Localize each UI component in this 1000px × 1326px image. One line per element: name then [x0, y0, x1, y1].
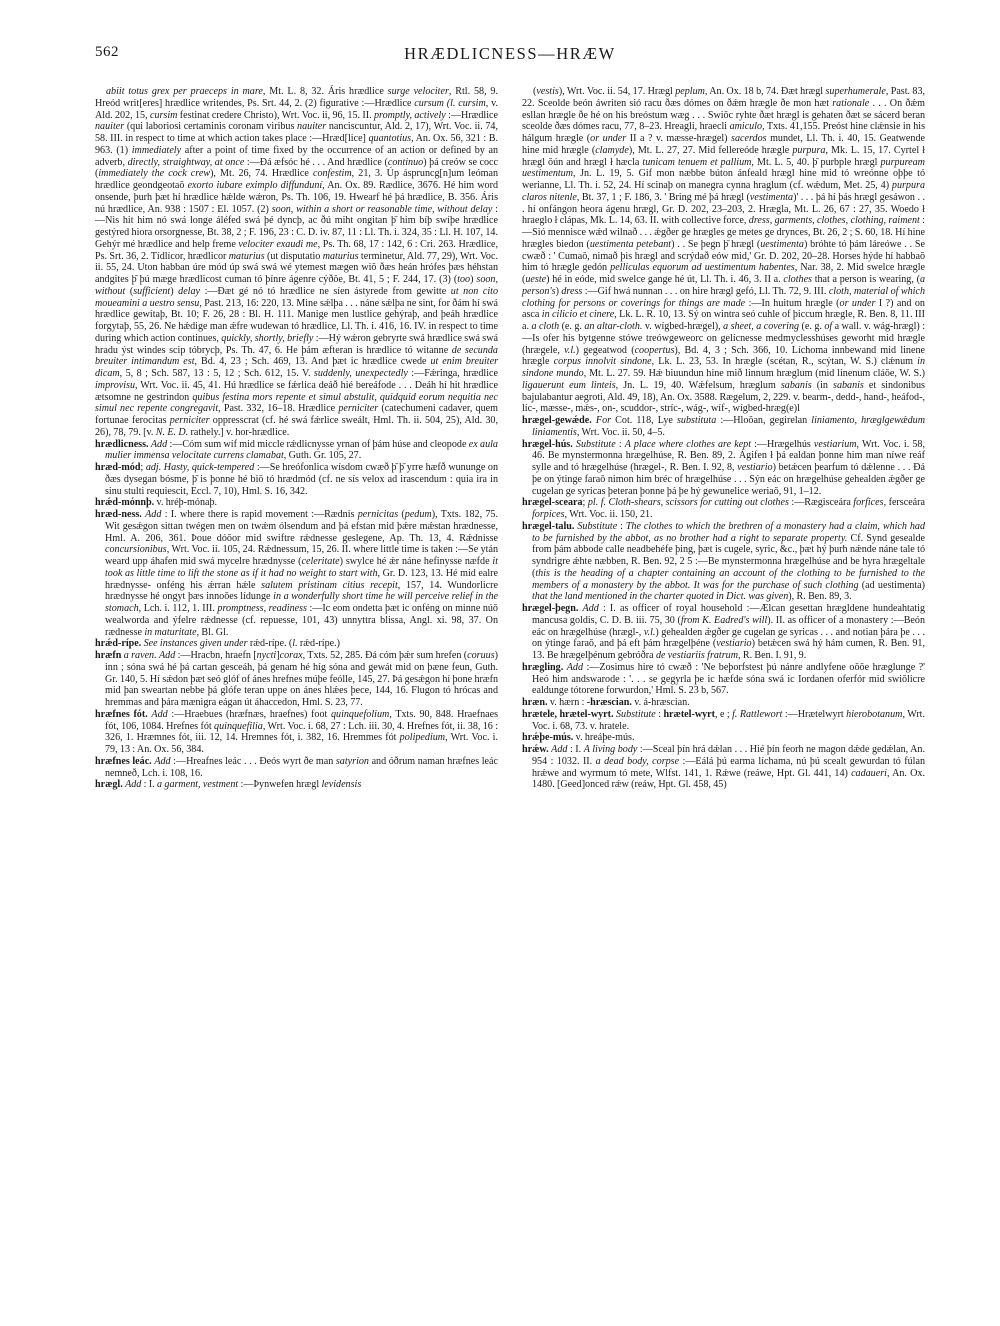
dictionary-entry: (vestis), Wrt. Voc. ii. 54, 17. Hrægl peplum, An. Ox. 18 b, 74. Ðæt hrægl superhumerale, Past. 83, 22. Sceolde beón áwriten sió racu ðæs dómes on ðǽm hrægle ðe mon hæt rationale . . . On ðǽm esllan hrægle ðe hé on his breóstum wæg . . . Swiŏc ryhte ðæt hrægl is gehaten ðæt se sácerd beran sceolde ðæs dómes racu, 77, 8–23. Hreagli, hraecli amiculo, Txts. 41,155. Preóst hine clǽnsie in his hálgum hrægle (or under II a ? v. mæsse-hrægel) sacerdos mundet, Ll. Th. i. 40, 15. Geatwende hine mid hrægle (clamyde), Mt. L. 27, 27. Mid fellereóde hrægle purpura, Mk. L. 15, 17. Cyrtel ł hrægl ŏún and hrægl ł hæcla tunicam tenuem et pallium, Mt. L. 5, 40. þ̄ purbple hrægl purpuream uestimentum, Jn. L. 19, 5. Gif mon næbbe búton ánfeald hrægl hine mid tó wreónne oþþe tó werianne, Ll. Th. i. 52, 24. Hí scinaþ on manegra cynna hraglum (cf. wǽdum, Met. 25, 4) purpura claros nitenle, Bt. 37, 1 ; F. 186, 3. ' Bring mé þá hrægl (vestimenta)' . . . þá hí þás hrægl gesáwon . . . hí onfángon heora ágenu hrægl, Gr. D. 202, 23–203, 2. Hrægla, Mt. L. 26, 67 : 27, 35. Woedo ł hraeglo ł clápas, Mk. L. 14, 63. II. with collective force, dress, garments, clothes, clothing, raiment :—Sió mennisce wǽd wilnað . . . ǽgðer ge hrægles ge metes ge drynces, Bt. 26, 2 ; S. 60, 18. Hí hine hrægles biedon (uestimenta petebant) . . Se þegn þ̄ hrægl (uestimenta) bróhte tó þám láreówe . . Se cwæð : ' Cumaŏ, nimað þis hrægl and scrýdað eów mid,' Gr. D. 202, 20–28. Horses hýde hí habbaŏ him tó hrægle gedón pelliculas equorum ad uestimentum habentes, Nar. 38, 2. Mid swelce hrægle (ueste) hé in eóde, mid swelce gange hé út, Ll. Th. i. 46, 3. II a. clothes that a person is wearing, (a person's) dress :—Gif hwá nunnan . . . on hire hrægl gefó, Ll. Th. 72, 9. III. cloth, material of which clothing for persons or coverings for things are made :—In huitum hrægle (or under I ?) and on asca in cilicio et cinere, Lk. L. R. 10, 13. Sý on wintra seó cuhle of þiccum hrægle, R. Ben. 8, 11. III a. a cloth (e. g. an altar-cloth. v. wígbed-hrægel), a sheet, a covering (e. g. of a wall. v. wág-hrægl) :—Is ofer his bytgenne stówe treówgeweorc on gelícnesse medmyclesshúses geworht mid hrægle (hrægele, v.l.) gegeatwod (coopertus), Bd. 4, 3 ; Sch. 366, 10. Líchoma innbewand mid linene hrægle corpus innolvit sindone, Lk. L. 23, 53. In hrægle (scétan, R., scýtan, W. S.) clǽnum in sindone mundo, Mt. L. 27. 59. Hǽ biuundun hine mið linnum hræglum (mid linenum cláŏe, W. S.) ligauerunt eum linteis, Jn. L. 19, 40. Wǽfelsum, hræglum sabanis (in sabanis et sindonibus bajulabantur aegroti, Ald. 49, 18), An. Ox. 3588. Rægelum, 2, 229. v. bearm-, dedd-, hand-, heáfod-, líc-, mæsse-, mǽs-, on-, scuddor-, stríc-, wág-, wíf-, wígbed-hræg(e)l — [522, 86, 926, 415]
dictionary-entry: hrǽw. Add : I. A living body :—Sceal þín hrá dǽlan . . . Hié þín feorh ne magon dǽde gedǽlan, An. 954 : 1032. II. a dead body, corpse :—Eálá þú earma líchama, nú þú scealt gewurdan tó fúlan hrǽwe and wyrmum tó mete, Wlfst. 141, 1. Rǽwe (reáwe, Hpt. Gl. 441, 14) cadaueri, An. Ox. 1480. [Geed]onced rǽw (reáw, Hpt. Gl. 458, 45) — [522, 744, 925, 791]
running-head: HRÆDLICNESS—HRÆW — [404, 44, 616, 63]
dictionary-entry: hræfn a raven. Add :—Hracbn, hraefn [nycti]corax, Txts. 52, 285. Ðá cóm þǽr sum hrefen (coruus) inn ; sóna swá hé þá cartan gesceáh, þá genam hé híg sóna and gewát mid on þæne feun, Guth. Gr. 140, 5. Hí sǽdon þæt seó glóf of ánes hrefnes múþe feólle, 145, 27. Þá gesǽgon hí þone hræfn mid þan sweartan nebbe þá glófe teran uppe on ánes hlǽes þece, 144, 16. Flugon tó hrócas and hremmas and þára mænigra eágan út áhaccedon, Hml. S. 23, 77. — [95, 650, 498, 708]
dictionary-entry: hræd-mód; adj. Hasty, quick-tempered :—Se hreófonlica wísdom cwæð þ̄ þ̄ yrre hæfð wununge on ðæs dysegan bósme, þ̄ is þonne hé biŏ tó hrædmód (cf. ne sís velox ad irascendum : quia ira in sinu stulti requiescit, Eccl. 7, 10), Hml. S. 16, 342. — [95, 462, 498, 497]
dictionary-entry: hræd-ness. Add : I. where there is rapid movement :—Rædnis pernicitas (pedum), Txts. 182, 75. Wit gesǽgon sittan twégen men on twǽm ólsendum and þá efstan mid þǽre mǽstan hrædnesse, Hml. A. 206, 361. Þoue dóŏor mid swiftre rǽdnesse geslegene, Ap. Th. 13, 4. Rǽdnisse concursionibus, Wrt. Voc. ii. 105, 24. Rǽdnessum, 15, 26. II. where little time is taken :—Se ytán weard upp áhafen mid swá mycelre hrædnysse (celeritate) swylce hé ǽr náne hefinysse næfde it took as little time to lift the stone as if it had no weight to start with, Gr. D. 123, 13. Hé mid ealre hrædnysse- onféng his ǽrran hǽle salutem pristinam citius recepit, 157, 14. Wundorlicre hrædnysse hé ongyt þæs innoŏes lídunge in a wonderfully short time he will perceive relief in the stomach, Lch. i. 112, 1. III. promptness, readiness :—Ic eom ondetta þæt ic onféng on minne núŏ wealworda and ýfelre rǽdnesse (cf. repuesse, 101, 43) unnyttra blissa, Angl. xi. 98, 37. On rædnesse in maturitate, Bl. Gl. — [95, 509, 499, 638]
dictionary-entry: hrǽd-mónnþ. v. hréþ-mónaþ. — [95, 497, 218, 509]
dictionary-entry: hrægel-talu. Substitute : The clothes to which the brethren of a monastery had a claim, which had to be furnished by the abbot, as no brother had a right to separate property. Cf. Synd gesealde from þám abbode calle neadbehéfe þing, þæt is cugele, syric, &c., þæt hý þurh nǽnde náne tale tó syndrigre ǽhte næbben, R. Ben. 92, 2 5 :—Be mynstermonna hrægelhúse and be hyra hrægeltale (this is the heading of a chapter containing an account of the clothing to be furnished to the members of a monastery by the abbot. It was for the purchase of such clothing (ad uestimenta) that the land mentioned in the charter quoted in Dict. was given), R. Ben. 89, 3. — [522, 520, 926, 603]
dictionary-entry: hrægel-gewǽde. For Cot. 118, Lye substituta :—Hloŏan, gegirelan liniamento, hræglgewǽdum liniamentis, Wrt. Voc. ii. 50, 4–5. — [522, 415, 925, 438]
dictionary-entry: hrægl. Add : I. a garment, vestment :—Þynwefen hrægl levidensis — [95, 779, 362, 791]
dictionary-entry: hræfnes fót. Add :—Hraebues (hræfnæs, hraefnes) foot quinquefolium, Txts. 90, 848. Hraefnaes fót, 106, 1084. Hrefnes fót quinquefilia, Wrt. Voc. i. 68, 27 : Lch. iii. 30, 4. Hrefnes fót, ii. 38, 16 : 326, 1. Hræmnes fót, iii. 12, 14. Hremnes fót, i. 382, 16. Hremmes fót polipedium, Wrt. Voc. i. 79, 13 : An. Ox. 56, 384. — [95, 708, 499, 755]
dictionary-entry: hrægel-þegn. Add : I. as officer of royal household :—Ælcan gesettan hrægldene hundeahtatig mancusa goldis, C. D. B. iii. 75, 30 (from K. Eadred's will). II. as officer of a monastery :—Beón eác on hrægelhúse (hrægl-, v.l.) gehealden ǽgðer ge cugelan ge syricas . . . and notian þára þe . . . on ýtinge faraŏ, and þá eft þám hrægelþéne (vestiario) betǽcen swá hý hám cumen, R. Ben. 91, 13. Be hrægelþénum gebróðra de vestiariis fratrum, R. Ben. I. 91, 9. — [522, 603, 926, 661]
text-columns — [95, 86, 925, 791]
dictionary-entry: hrægel-hús. Substitute : A place where clothes are kept :—Hrægelhús vestiarium, Wrt. Voc. i. 58, 46. Be mynstermonna hrægelhúse, R. Ben. 89, 2. Ágifen ł þá ealdan þonne him man níwe reáf sylle and tó hrægelhúse (hrægel-, R. Ben. I. 92, 8, vestiario) betǽcen þearfum tó dǽlenne . . . Ðá þe on ýtinge faraŏ nimon him bréc of hrægelhúse . . . Sýn eác on hrægelhúse gehealden ǽgðer ge cugelan ge syricas þeteran þonne þá þe hý gewunelice weriaŏ, 91, 1–12. — [522, 438, 925, 497]
dictionary-entry: hrǽd-rípe. See instances given under rǽd-rípe. (l. rǽd-rípe.) — [95, 638, 341, 650]
dictionary-entry: hrǽþe-mús. v. hreáþe-mús. — [522, 732, 635, 744]
dictionary-entry: hræn. v. hærn : -hræscian. v. á-hræscian. — [522, 697, 690, 708]
folio-number: 562 — [95, 44, 119, 60]
dictionary-entry: abiit totus grex per praeceps in mare, Mt. L. 8, 32. Áris hrædlice surge velociter, Rtl. 58, 9. Hreód writ[eres] hrædlice writendes, Ps. Srt. 44, 2. (2) figurative :—Hrædlice cursum (l. cursim, v. Ald. 202, 15, cursim festinat credere Christo), Wrt. Voc. ii, 96, 15. II. promptly, actively :—Hrædlice nauiter (qui laboriosi certaminis coronam viribus nauiter nanciscuntur, Ald. 2, 17), Wrt. Voc. ii. 74, 58. III. in respect to time at which action takes place :—Hræd[lice] quantotius, An. Ox. 56, 321 : B. 963. (1) immediately after a point of time fixed by the occurrence of an action or defined by an adverb, directly, straightway, at once :—Ðá æfsóc hé . . . And hrædlice (continuo) þá creów se cocc (immediately the cock crew), Mt. 26, 74. Hrædlice confestim, 21, 3. Úp áspruncg[n]um leóman hrædlice geondgeotaŏ exorto iubare eximplo diffunduní, An. Ox. 89. Rædlice, 3676. Hé him word onsende, þurh þæt hí hrædlice hǽlde wǽron, Ps. Th. 106, 19. Hwearf hé þá hrædlice, B. 356. Áris nú hrædlice, An. 938 : 1507 : El. 1057. (2) soon, within a short or reasonable time, without delay :—Nis hit him nó swá longe áléfed swá þé dyncþ, ac ðú miht ongitan þ̄ him bíþ swíþe hrædlice gestýred hiora orsorgnesse, Bt. 38, 2 ; F. 196, 23 : C. D. iv. 87, 11 : Ll. Th. i. 324, 35 : Ll. H. 107, 14. Gehýr mé hrædlice and help freme velociter exaudi me, Ps. Th. 68, 17 : 142, 6 : Cri. 263. Hrædlice, Ps. Srt. 36, 2. Tídlícor, hrædlicor maturius (ut disputatio maturius terminetur, Ald. 77, 29), Wrt. Voc. ii. 55, 24. Uton habban úre mód úp swá swá wé ytemest mægen wiŏ ðæs heán hrófes þæs héhstan andgites þ̄ þú mæge hrædlicost cuman tó þínre ágenre cýðŏe, Bt. 41, 5 ; F. 244, 17. (3) (too) soon, without (sufficient) delay :—Ðæt gé nó tó hrædlice ne síen ástyrede from gewitte ut non cito moueamini a uestro sensu, Past. 213, 16: 220, 13. Mine sǽlþa . . . náne sǽlþa ne sint, for ðám hí swá hrædlice gewítaþ, Bt. 10; F. 26, 28 : Bl. H. 111. Manige men lustlice gehýraþ, and þeáh hrædlice forgytaþ, 55, 26. Ne hǽdige man ǽfre wudewan tó hrædlice, Ll. Th. i. 416, 16. IV. in respect to time during which action continues, quickly, shortly, briefly :—Hý wǽron gebryrte swá hrædlice swá swá hradu ýst windes scip tóbrycþ, Ps. Th. 47, 6. He þám æfteran is hrædlice tó witanne de secunda breuiter intimandum est, Bd. 4, 23 ; Sch. 469, 13. And þæt ic hrædlice cwede ut enim breuiter dicam, 5, 8 ; Sch. 587, 13 : 5, 12 ; Sch. 612, 15. V. suddenly, unexpectedly :—Fǽringa, hrædlice improvisu, Wrt. Voc. ii. 45, 41. Hú hrædlice se fǽrlica deáð hié bereáfode . . . Deáh hí hit hrædlice ætsomne ne gestrindon quibus festina mors repente et simul abstulit, quidquid eorum nequitia nec simul nec repente congregavit, Past. 332, 16–18. Hrædlice perniciter (catechumeni cadaver, quem fortunae ferocitas perniciter oppresscrat (cf. hé swá fǽrlice sweált, Hml. Th. ii. 504, 25), Ald. 30, 26), 78, 79. [v. N. E. D. rathely.] v. hor-hrædlice. — [95, 86, 499, 438]
dictionary-entry: hrægel-sceara; pl. f. Cloth-shears, scissors for cutting out clothes :—Rægisceára forfices, fersceára forpices, Wrt. Voc. ii. 150, 21. — [522, 497, 925, 520]
dictionary-entry: hrædlicness. Add :—Cóm sum wíf mid miccle rǽdlicnysse yrnan of þám húse and cleopode ex aula mulier immensa velocitate currens clamabat, Guth. Gr. 105, 27. — [95, 438, 498, 462]
dictionary-entry: hrætele, hrætel-wyrt. Substitute : hrætel-wyrt, e ; f. Rattlewort :—Hrætelwyrt hierobotanum, Wrt. Voc. i. 68, 73. v. hratele. — [522, 708, 926, 732]
dictionary-entry: hrægling. Add :—Zosimus hire tó cwæð : 'Ne beþorfstest þú nánre andlyfene oŏŏe hræglunge ?' Heó him andswarode : '. . . se gegyrla þe ic hæfde sóna swá ic Iordanen oferfór mid swiŏlicre ealdunge tótorene forwurdon,' Hml. S. 23 b, 567. — [522, 661, 925, 697]
page-header — [95, 44, 925, 66]
right-column — [522, 86, 925, 791]
left-column — [95, 86, 498, 791]
dictionary-entry: hræfnes leác. Add :—Hreafnes leác . . . Ðeós wyrt ðe man satyrion and óðrum naman hræfnes leác nemneð, Lch. i. 108, 16. — [95, 755, 498, 779]
